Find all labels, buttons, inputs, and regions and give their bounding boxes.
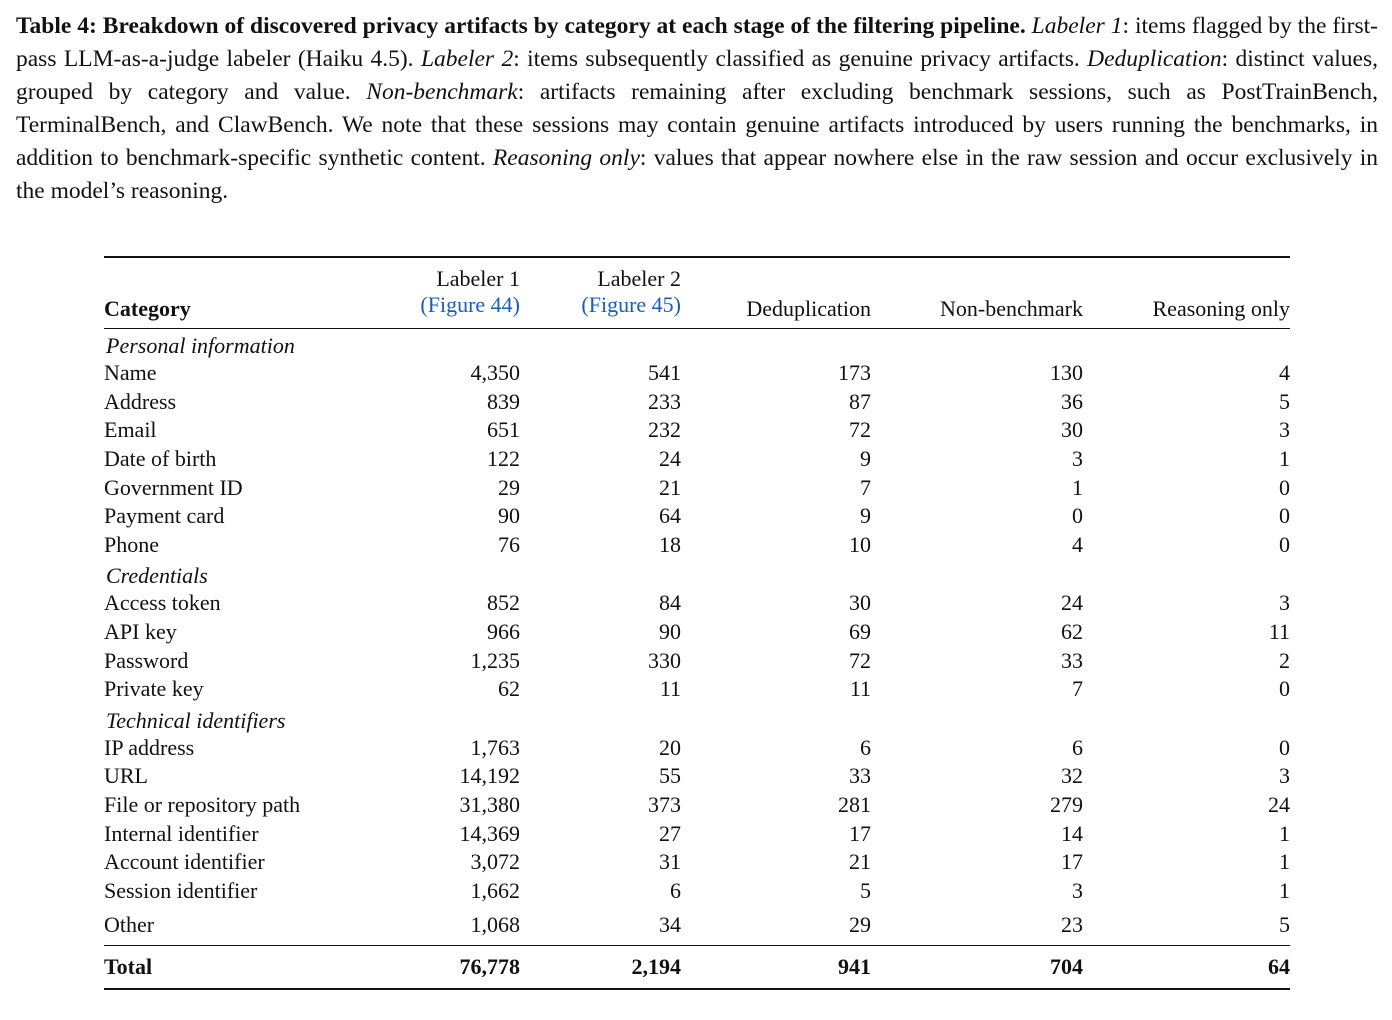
group-header-row — [104, 704, 1290, 734]
reasoning-cell: 3 — [1279, 590, 1290, 616]
nonbench-cell: 0 — [1072, 503, 1083, 529]
caption-def-labeler1: : items flagged by the first-pass LLM-as-a-judge labeler (Haiku 4.5). — [16, 13, 1379, 72]
reasoning-cell: 1 — [1279, 820, 1290, 846]
header-deduplication: Deduplication — [746, 296, 871, 321]
labeler1-cell: 966 — [487, 619, 520, 645]
nonbench-cell: 4 — [1072, 531, 1083, 557]
labeler2-cell: 6 — [670, 877, 681, 903]
category-cell: API key — [104, 619, 177, 645]
table-row — [104, 877, 1290, 906]
caption-def-labeler2: : items subsequently classified as genuine privacy artifacts. — [513, 46, 1088, 72]
labeler2-cell: 27 — [659, 820, 681, 846]
table-row — [104, 531, 1290, 560]
dedup-cell: 30 — [849, 590, 871, 616]
table-row — [104, 848, 1290, 877]
reasoning-cell: 0 — [1279, 474, 1290, 500]
reasoning-cell: 0 — [1279, 503, 1290, 529]
caption-term-labeler2: Labeler 2 — [420, 46, 514, 72]
header-labeler1: Labeler 1 — [436, 266, 520, 291]
labeler2-cell: 233 — [648, 388, 681, 414]
table-body — [104, 329, 1290, 990]
reasoning-cell: 0 — [1279, 676, 1290, 702]
nonbench-cell: 3 — [1072, 877, 1083, 903]
reasoning-cell: 2 — [1279, 647, 1290, 673]
nonbench-cell: 32 — [1061, 763, 1083, 789]
labeler1-cell: 4,350 — [470, 360, 520, 386]
caption-def-reasoning: : values that appear nowhere else in the raw session and occur exclusively in the model’s reasoning. — [16, 145, 1379, 204]
nonbench-cell: 6 — [1072, 734, 1083, 760]
table-row — [104, 762, 1290, 791]
category-cell: Date of birth — [104, 446, 217, 472]
reasoning-cell: 24 — [1268, 792, 1290, 818]
labeler1-cell: 76 — [498, 531, 520, 557]
header-labeler2: Labeler 2 — [597, 266, 681, 291]
nonbench-cell: 704 — [1050, 954, 1083, 980]
nonbench-cell: 23 — [1061, 912, 1083, 938]
reasoning-cell: 64 — [1268, 954, 1290, 980]
labeler2-cell: 21 — [659, 474, 681, 500]
labeler2-cell: 2,194 — [631, 954, 681, 980]
labeler1-cell: 1,235 — [470, 647, 520, 673]
labeler1-cell: 90 — [498, 503, 520, 529]
nonbench-cell: 1 — [1072, 474, 1083, 500]
labeler1-cell: 3,072 — [470, 849, 520, 875]
labeler1-cell: 76,778 — [459, 954, 520, 980]
category-cell: IP address — [104, 734, 195, 760]
table-caption — [16, 10, 1378, 208]
table-row — [104, 416, 1290, 445]
header-category: Category — [104, 296, 191, 321]
labeler2-cell: 373 — [648, 792, 681, 818]
dedup-cell: 941 — [838, 954, 871, 980]
labeler2-cell: 64 — [659, 503, 681, 529]
labeler2-cell: 541 — [648, 360, 681, 386]
category-cell: Total — [104, 954, 153, 980]
figure-45-link[interactable]: Figure 45 — [588, 292, 674, 317]
dedup-cell: 72 — [849, 417, 871, 443]
dedup-cell: 281 — [838, 792, 871, 818]
labeler2-cell: 24 — [659, 446, 681, 472]
caption-def-nonbench: : artifacts remaining after excluding benchmark sessions, such as PostTrainBench, TerminalBench, and ClawBench. We note that these sessions may contain genuine artifacts introduced by users running the benchmarks, in addition to benchmark-specific synthetic content. — [16, 79, 1378, 171]
category-cell: Name — [104, 360, 157, 386]
nonbench-cell: 7 — [1072, 676, 1083, 702]
labeler2-cell: 11 — [659, 676, 681, 702]
paren-open: ( — [420, 292, 428, 317]
category-cell: Account identifier — [104, 849, 265, 875]
labeler2-cell: 90 — [659, 619, 681, 645]
nonbench-cell: 30 — [1061, 417, 1083, 443]
labeler2-cell: 330 — [648, 647, 681, 673]
table-row — [104, 359, 1290, 388]
caption-term-nonbench: Non-benchmark — [366, 79, 518, 105]
labeler1-cell: 1,662 — [470, 877, 520, 903]
caption-title: Breakdown of discovered privacy artifacts by category at each stage of the filtering pipeline. — [102, 13, 1026, 39]
table-row — [104, 675, 1290, 704]
reasoning-cell: 3 — [1279, 763, 1290, 789]
dedup-cell: 6 — [860, 734, 871, 760]
dedup-cell: 10 — [849, 531, 871, 557]
table-row — [104, 734, 1290, 763]
dedup-cell: 11 — [849, 676, 871, 702]
labeler2-cell: 84 — [659, 590, 681, 616]
dedup-cell: 9 — [860, 446, 871, 472]
category-cell: Password — [104, 647, 189, 673]
nonbench-cell: 14 — [1061, 820, 1083, 846]
category-cell: Address — [104, 388, 177, 414]
other-row — [104, 905, 1290, 946]
labeler2-cell: 232 — [648, 417, 681, 443]
reasoning-cell: 3 — [1279, 417, 1290, 443]
category-cell: Private key — [104, 676, 204, 702]
dedup-cell: 87 — [849, 388, 871, 414]
labeler1-cell: 14,192 — [459, 763, 520, 789]
group-heading: Technical identifiers — [106, 707, 286, 733]
labeler1-cell: 31,380 — [459, 792, 520, 818]
reasoning-cell: 4 — [1279, 360, 1290, 386]
paren-close: ) — [673, 292, 681, 317]
reasoning-cell: 1 — [1279, 877, 1290, 903]
nonbench-cell: 3 — [1072, 446, 1083, 472]
category-cell: Government ID — [104, 474, 243, 500]
dedup-cell: 33 — [849, 763, 871, 789]
labeler1-cell: 29 — [498, 474, 520, 500]
group-heading: Credentials — [106, 563, 208, 589]
nonbench-cell: 33 — [1061, 647, 1083, 673]
table-row — [104, 502, 1290, 531]
labeler2-cell: 18 — [659, 531, 681, 557]
category-cell: Session identifier — [104, 877, 258, 903]
category-cell: Email — [104, 417, 157, 443]
labeler1-cell: 852 — [487, 590, 520, 616]
dedup-cell: 69 — [849, 619, 871, 645]
labeler2-cell: 55 — [659, 763, 681, 789]
table-row — [104, 791, 1290, 820]
table-row — [104, 473, 1290, 502]
labeler2-cell: 31 — [659, 849, 681, 875]
dedup-cell: 72 — [849, 647, 871, 673]
nonbench-cell: 62 — [1061, 619, 1083, 645]
header-non-benchmark: Non-benchmark — [940, 296, 1083, 321]
reasoning-cell: 1 — [1279, 849, 1290, 875]
nonbench-cell: 130 — [1050, 360, 1083, 386]
labeler1-cell: 62 — [498, 676, 520, 702]
dedup-cell: 7 — [860, 474, 871, 500]
labeler2-cell: 34 — [659, 912, 681, 938]
caption-term-reasoning: Reasoning only — [492, 145, 640, 171]
total-row — [104, 946, 1290, 990]
category-cell: URL — [104, 763, 148, 789]
category-cell: Access token — [104, 590, 221, 616]
paren-close: ) — [512, 292, 520, 317]
reasoning-cell: 5 — [1279, 912, 1290, 938]
dedup-cell: 17 — [849, 820, 871, 846]
caption-def-dedup: : distinct values, grouped by category and value. — [16, 46, 1379, 105]
category-cell: Other — [104, 912, 155, 938]
reasoning-cell: 0 — [1279, 531, 1290, 557]
category-cell: Internal identifier — [104, 820, 259, 846]
table-row — [104, 445, 1290, 474]
artifact-table — [104, 256, 1290, 990]
reasoning-cell: 5 — [1279, 388, 1290, 414]
group-header-row — [104, 329, 1290, 360]
labeler1-cell: 122 — [487, 446, 520, 472]
group-header-row — [104, 559, 1290, 589]
caption-term-labeler1: Labeler 1 — [1031, 13, 1123, 39]
paren-open: ( — [581, 292, 589, 317]
category-cell: Phone — [104, 531, 159, 557]
labeler1-cell: 1,763 — [470, 734, 520, 760]
table-row — [104, 646, 1290, 675]
reasoning-cell: 0 — [1279, 734, 1290, 760]
dedup-cell: 5 — [860, 877, 871, 903]
labeler1-cell: 14,369 — [459, 820, 520, 846]
figure-44-link[interactable]: Figure 44 — [427, 292, 513, 317]
nonbench-cell: 36 — [1061, 388, 1083, 414]
labeler1-cell: 651 — [487, 417, 520, 443]
dedup-cell: 9 — [860, 503, 871, 529]
table-row — [104, 589, 1290, 618]
table-row — [104, 388, 1290, 417]
caption-label: Table 4: — [16, 13, 97, 39]
header-labeler1-ref — [394, 292, 520, 329]
table-row — [104, 618, 1290, 647]
nonbench-cell: 279 — [1050, 792, 1083, 818]
category-cell: File or repository path — [104, 792, 301, 818]
dedup-cell: 173 — [838, 360, 871, 386]
header-labeler2-ref — [520, 292, 681, 329]
nonbench-cell: 17 — [1061, 849, 1083, 875]
nonbench-cell: 24 — [1061, 590, 1083, 616]
labeler2-cell: 20 — [659, 734, 681, 760]
group-heading: Personal information — [106, 333, 295, 358]
table-row — [104, 819, 1290, 848]
labeler1-cell: 839 — [487, 388, 520, 414]
dedup-cell: 21 — [849, 849, 871, 875]
reasoning-cell: 1 — [1279, 446, 1290, 472]
header-reasoning-only: Reasoning only — [1152, 296, 1290, 321]
dedup-cell: 29 — [849, 912, 871, 938]
caption-term-dedup: Deduplication — [1087, 46, 1222, 72]
category-cell: Payment card — [104, 503, 225, 529]
reasoning-cell: 11 — [1268, 619, 1290, 645]
labeler1-cell: 1,068 — [470, 912, 520, 938]
